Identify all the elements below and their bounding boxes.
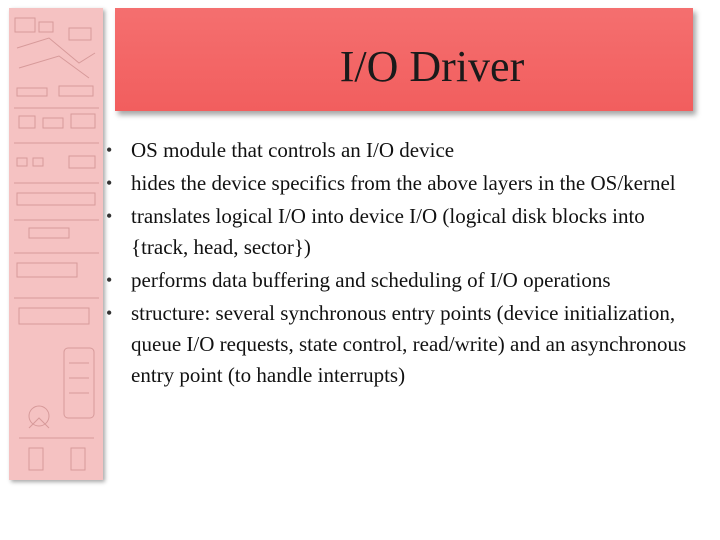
bullet-marker: • [106, 140, 113, 160]
bullet-marker: • [106, 303, 113, 323]
bullet-text: translates logical I/O into device I/O (logical disk blocks into {track, head, sector}) [131, 204, 645, 259]
bullet-text: performs data buffering and scheduling of I/O operations [131, 268, 611, 292]
bullet-text: hides the device specifics from the above layers in the OS/kernel [131, 171, 676, 195]
title-bar [115, 8, 693, 111]
bullet-item [100, 168, 700, 199]
bullet-item [100, 298, 700, 391]
slide-title: I/O Driver [339, 42, 525, 91]
circuit-diagram-graphic [9, 8, 103, 480]
decorative-side-panel [9, 8, 103, 480]
bullet-item [100, 201, 700, 263]
bullet-text: OS module that controls an I/O device [131, 138, 455, 162]
bullet-marker: • [106, 206, 113, 226]
bullet-list [100, 135, 700, 393]
bullet-text: structure: several synchronous entry points (device initialization, queue I/O requests, state control, read/write) and an asynchronous entry point (to handle interrupts) [131, 301, 687, 387]
bullet-marker: • [106, 270, 113, 290]
bullet-item [100, 135, 700, 166]
bullet-marker: • [106, 173, 113, 193]
bullet-item [100, 265, 700, 296]
